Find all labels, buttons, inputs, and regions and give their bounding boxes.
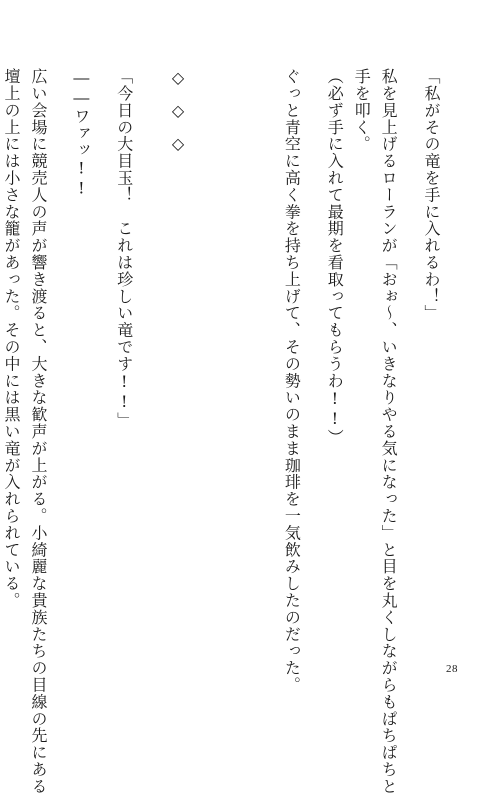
text-line: 「今日の大目玉！ これは珍しい竜です!!」 (114, 68, 134, 429)
blank-line (137, 68, 164, 648)
text-line: ――ワァッ!! (71, 68, 91, 199)
text-line: 壇上の上には小さな籠があった。その中には黒い竜が入れられている。 (2, 68, 22, 609)
text-line: 私を見上げるローランが「おぉ〜、いきなりやる気になった」と目を丸くしながらもぱちぱちと (379, 68, 399, 795)
vertical-text-body (0, 68, 444, 795)
text-line: （必ず手に入れて最期を看取ってもらうわ!!） (325, 68, 345, 446)
blank-line (251, 68, 278, 648)
scene-break-diamonds: ◇◇◇ (168, 68, 188, 167)
text-line: ぐっと青空に高く拳を持ち上げて、その勢いのまま珈琲を一気飲みしたのだった。 (282, 68, 302, 694)
text-line: 広い会場に競売人の声が響き渡ると、大きな歓声が上がる。小綺麗な貴族たちの目線の先にある (28, 68, 48, 795)
page-number: 28 (446, 663, 458, 675)
text-line: 手を叩く。 (352, 68, 372, 153)
text-line: 「私がその竜を手に入れるわ！」 (422, 68, 441, 322)
